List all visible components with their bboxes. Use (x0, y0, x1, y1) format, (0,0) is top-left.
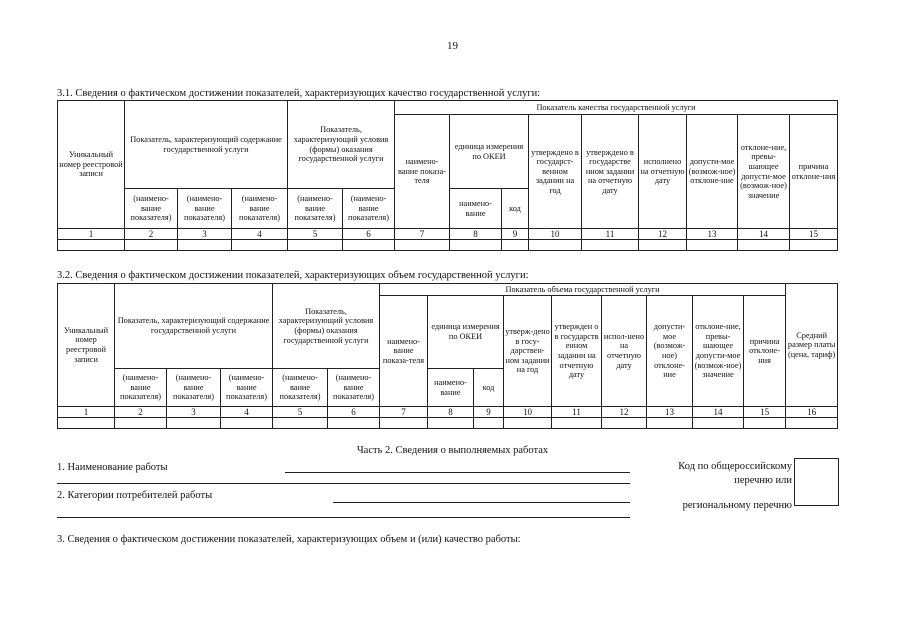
table-cell[interactable] (115, 418, 167, 429)
col-service-content: Показатель, характеризующий содержание государственной услуги (115, 284, 273, 369)
table-cell[interactable] (693, 418, 744, 429)
table-cell[interactable] (167, 418, 221, 429)
column-number-row (58, 229, 838, 240)
table-cell[interactable] (221, 418, 273, 429)
section-3-heading: 3. Сведения о фактическом достижении показателей, характеризующих объем и (или) качество работы: (57, 534, 521, 545)
col-unit-okei: единица измерения по ОКЕИ (450, 115, 529, 189)
table-cell[interactable] (687, 240, 738, 251)
table-cell[interactable] (450, 240, 502, 251)
sub-indicator: (наимено-вание показателя) (328, 369, 380, 407)
consumers-label: 2. Категории потребителей работы (57, 490, 213, 501)
col-number: 4 (232, 229, 288, 240)
col-number: 11 (552, 407, 602, 418)
col-allowed-deviation: допусти-мое (возмож-ное) отклоне-ние (647, 296, 693, 407)
col-service-content: Показатель, характеризующий содержание государственной услуги (125, 101, 288, 189)
col-exceeding-deviation: отклоне-ние, превы-шающее допусти-мое (возмож-ное) значение (693, 296, 744, 407)
col-number: 7 (395, 229, 450, 240)
col-number: 2 (115, 407, 167, 418)
col-number: 4 (221, 407, 273, 418)
col-unique-number: Уникальный номер реестровой записи (58, 101, 125, 229)
table-cell[interactable] (125, 240, 178, 251)
table-row (58, 240, 838, 251)
col-unit-name: наимено-вание (428, 369, 474, 407)
classifier-code-line-2: перечню или (734, 474, 792, 486)
table-cell[interactable] (529, 240, 582, 251)
table-cell[interactable] (380, 418, 428, 429)
col-approved-date: утверждено в государстве нном задании на отчетную дату (582, 115, 639, 229)
table-cell[interactable] (552, 418, 602, 429)
col-number: 14 (738, 229, 790, 240)
col-approved-year: утверждено в государст-венном задании на год (529, 115, 582, 229)
consumers-line[interactable] (333, 502, 630, 503)
quality-indicators-table (57, 100, 838, 251)
col-number: 13 (687, 229, 738, 240)
table-cell[interactable] (602, 418, 647, 429)
col-number: 9 (474, 407, 504, 418)
table-cell[interactable] (288, 240, 343, 251)
col-number: 8 (428, 407, 474, 418)
sub-indicator: (наимено-вание показателя) (343, 189, 395, 229)
col-number: 1 (58, 229, 125, 240)
col-deviation-reason: причина отклоне-ния (744, 296, 786, 407)
volume-indicators-table (57, 283, 838, 429)
col-number: 1 (58, 407, 115, 418)
work-name-line-2[interactable] (57, 483, 630, 484)
classifier-code-line-3: региональному перечню (682, 500, 792, 512)
table-cell[interactable] (744, 418, 786, 429)
col-number: 6 (343, 229, 395, 240)
table-cell[interactable] (232, 240, 288, 251)
table-cell[interactable] (395, 240, 450, 251)
table-cell[interactable] (273, 418, 328, 429)
sub-indicator: (наимено-вание показателя) (288, 189, 343, 229)
table-cell[interactable] (474, 418, 504, 429)
sub-indicator: (наимено-вание показателя) (178, 189, 232, 229)
table-cell[interactable] (58, 418, 115, 429)
sub-indicator: (наимено-вание показателя) (232, 189, 288, 229)
table-cell[interactable] (328, 418, 380, 429)
col-number: 7 (380, 407, 428, 418)
col-number: 8 (450, 229, 502, 240)
table-cell[interactable] (504, 418, 552, 429)
sub-indicator: (наимено-вание показателя) (221, 369, 273, 407)
col-unit-code: код (502, 189, 529, 229)
table-cell[interactable] (582, 240, 639, 251)
table-cell[interactable] (502, 240, 529, 251)
col-number: 10 (504, 407, 552, 418)
sub-indicator: (наимено-вание показателя) (115, 369, 167, 407)
col-indicator-name: наимено-вание показа-теля (380, 296, 428, 407)
col-number: 15 (744, 407, 786, 418)
table-cell[interactable] (343, 240, 395, 251)
section-3-2-heading: 3.2. Сведения о фактическом достижении показателей, характеризующих объем государственной услуги: (57, 270, 529, 281)
sub-indicator: (наимено-вание показателя) (167, 369, 221, 407)
col-service-conditions: Показатель, характеризующий условия (формы) оказания государственной услуги (273, 284, 380, 369)
col-executed: исполнено на отчетную дату (639, 115, 687, 229)
col-number: 13 (647, 407, 693, 418)
section-3-1-heading: 3.1. Сведения о фактическом достижении показателей, характеризующих качество государственной услуги: (57, 88, 541, 99)
table-cell[interactable] (790, 240, 838, 251)
col-deviation-reason: причина отклоне-ния (790, 115, 838, 229)
table-cell[interactable] (639, 240, 687, 251)
col-executed: испол-нено на отчетную дату (602, 296, 647, 407)
col-average-fee: Средний размер платы (цена, тариф) (786, 284, 838, 407)
consumers-line-2[interactable] (57, 517, 630, 518)
table-cell[interactable] (738, 240, 790, 251)
col-indicator-name: наимено-вание показа-теля (395, 115, 450, 229)
col-number: 5 (273, 407, 328, 418)
classifier-code-line-1: Код по общероссийскому (678, 461, 792, 472)
col-number: 2 (125, 229, 178, 240)
work-name-label: 1. Наименование работы (57, 462, 168, 473)
col-unique-number: Уникальный номер реестровой записи (58, 284, 115, 407)
col-unit-name: наимено-вание (450, 189, 502, 229)
col-number: 3 (178, 229, 232, 240)
table-cell[interactable] (786, 418, 838, 429)
classifier-code-label (620, 460, 792, 513)
col-allowed-deviation: допусти-мое (возмож-ное) отклоне-ние (687, 115, 738, 229)
table-row (58, 418, 838, 429)
col-number: 9 (502, 229, 529, 240)
table-cell[interactable] (58, 240, 125, 251)
table-cell[interactable] (647, 418, 693, 429)
table-cell[interactable] (428, 418, 474, 429)
col-indicator-group: Показатель объема государственной услуги (380, 284, 786, 296)
page-number: 19 (447, 40, 458, 52)
sub-indicator: (наимено-вание показателя) (273, 369, 328, 407)
col-service-conditions: Показатель, характеризующий условия (формы) оказания государственной услуги (288, 101, 395, 189)
col-number: 3 (167, 407, 221, 418)
col-number: 14 (693, 407, 744, 418)
col-number: 12 (639, 229, 687, 240)
col-approved-year: утверж-дено в госу-дарствен-ном задании на год (504, 296, 552, 407)
col-unit-code: код (474, 369, 504, 407)
column-number-row (58, 407, 838, 418)
col-number: 10 (529, 229, 582, 240)
work-name-line[interactable] (285, 472, 630, 473)
col-indicator-group: Показатель качества государственной услуги (395, 101, 838, 115)
col-number: 6 (328, 407, 380, 418)
col-number: 16 (786, 407, 838, 418)
col-number: 15 (790, 229, 838, 240)
col-unit-okei: единица измерения по ОКЕИ (428, 296, 504, 369)
col-number: 5 (288, 229, 343, 240)
classifier-code-box[interactable] (794, 458, 839, 506)
col-number: 12 (602, 407, 647, 418)
col-approved-date: утвержден о в государств енном задании на отчетную дату (552, 296, 602, 407)
table-cell[interactable] (178, 240, 232, 251)
sub-indicator: (наимено-вание показателя) (125, 189, 178, 229)
col-number: 11 (582, 229, 639, 240)
part-2-title: Часть 2. Сведения о выполняемых работах (356, 445, 549, 456)
col-exceeding-deviation: отклоне-ние, превы-шающее допусти-мое (возмож-ное) значение (738, 115, 790, 229)
